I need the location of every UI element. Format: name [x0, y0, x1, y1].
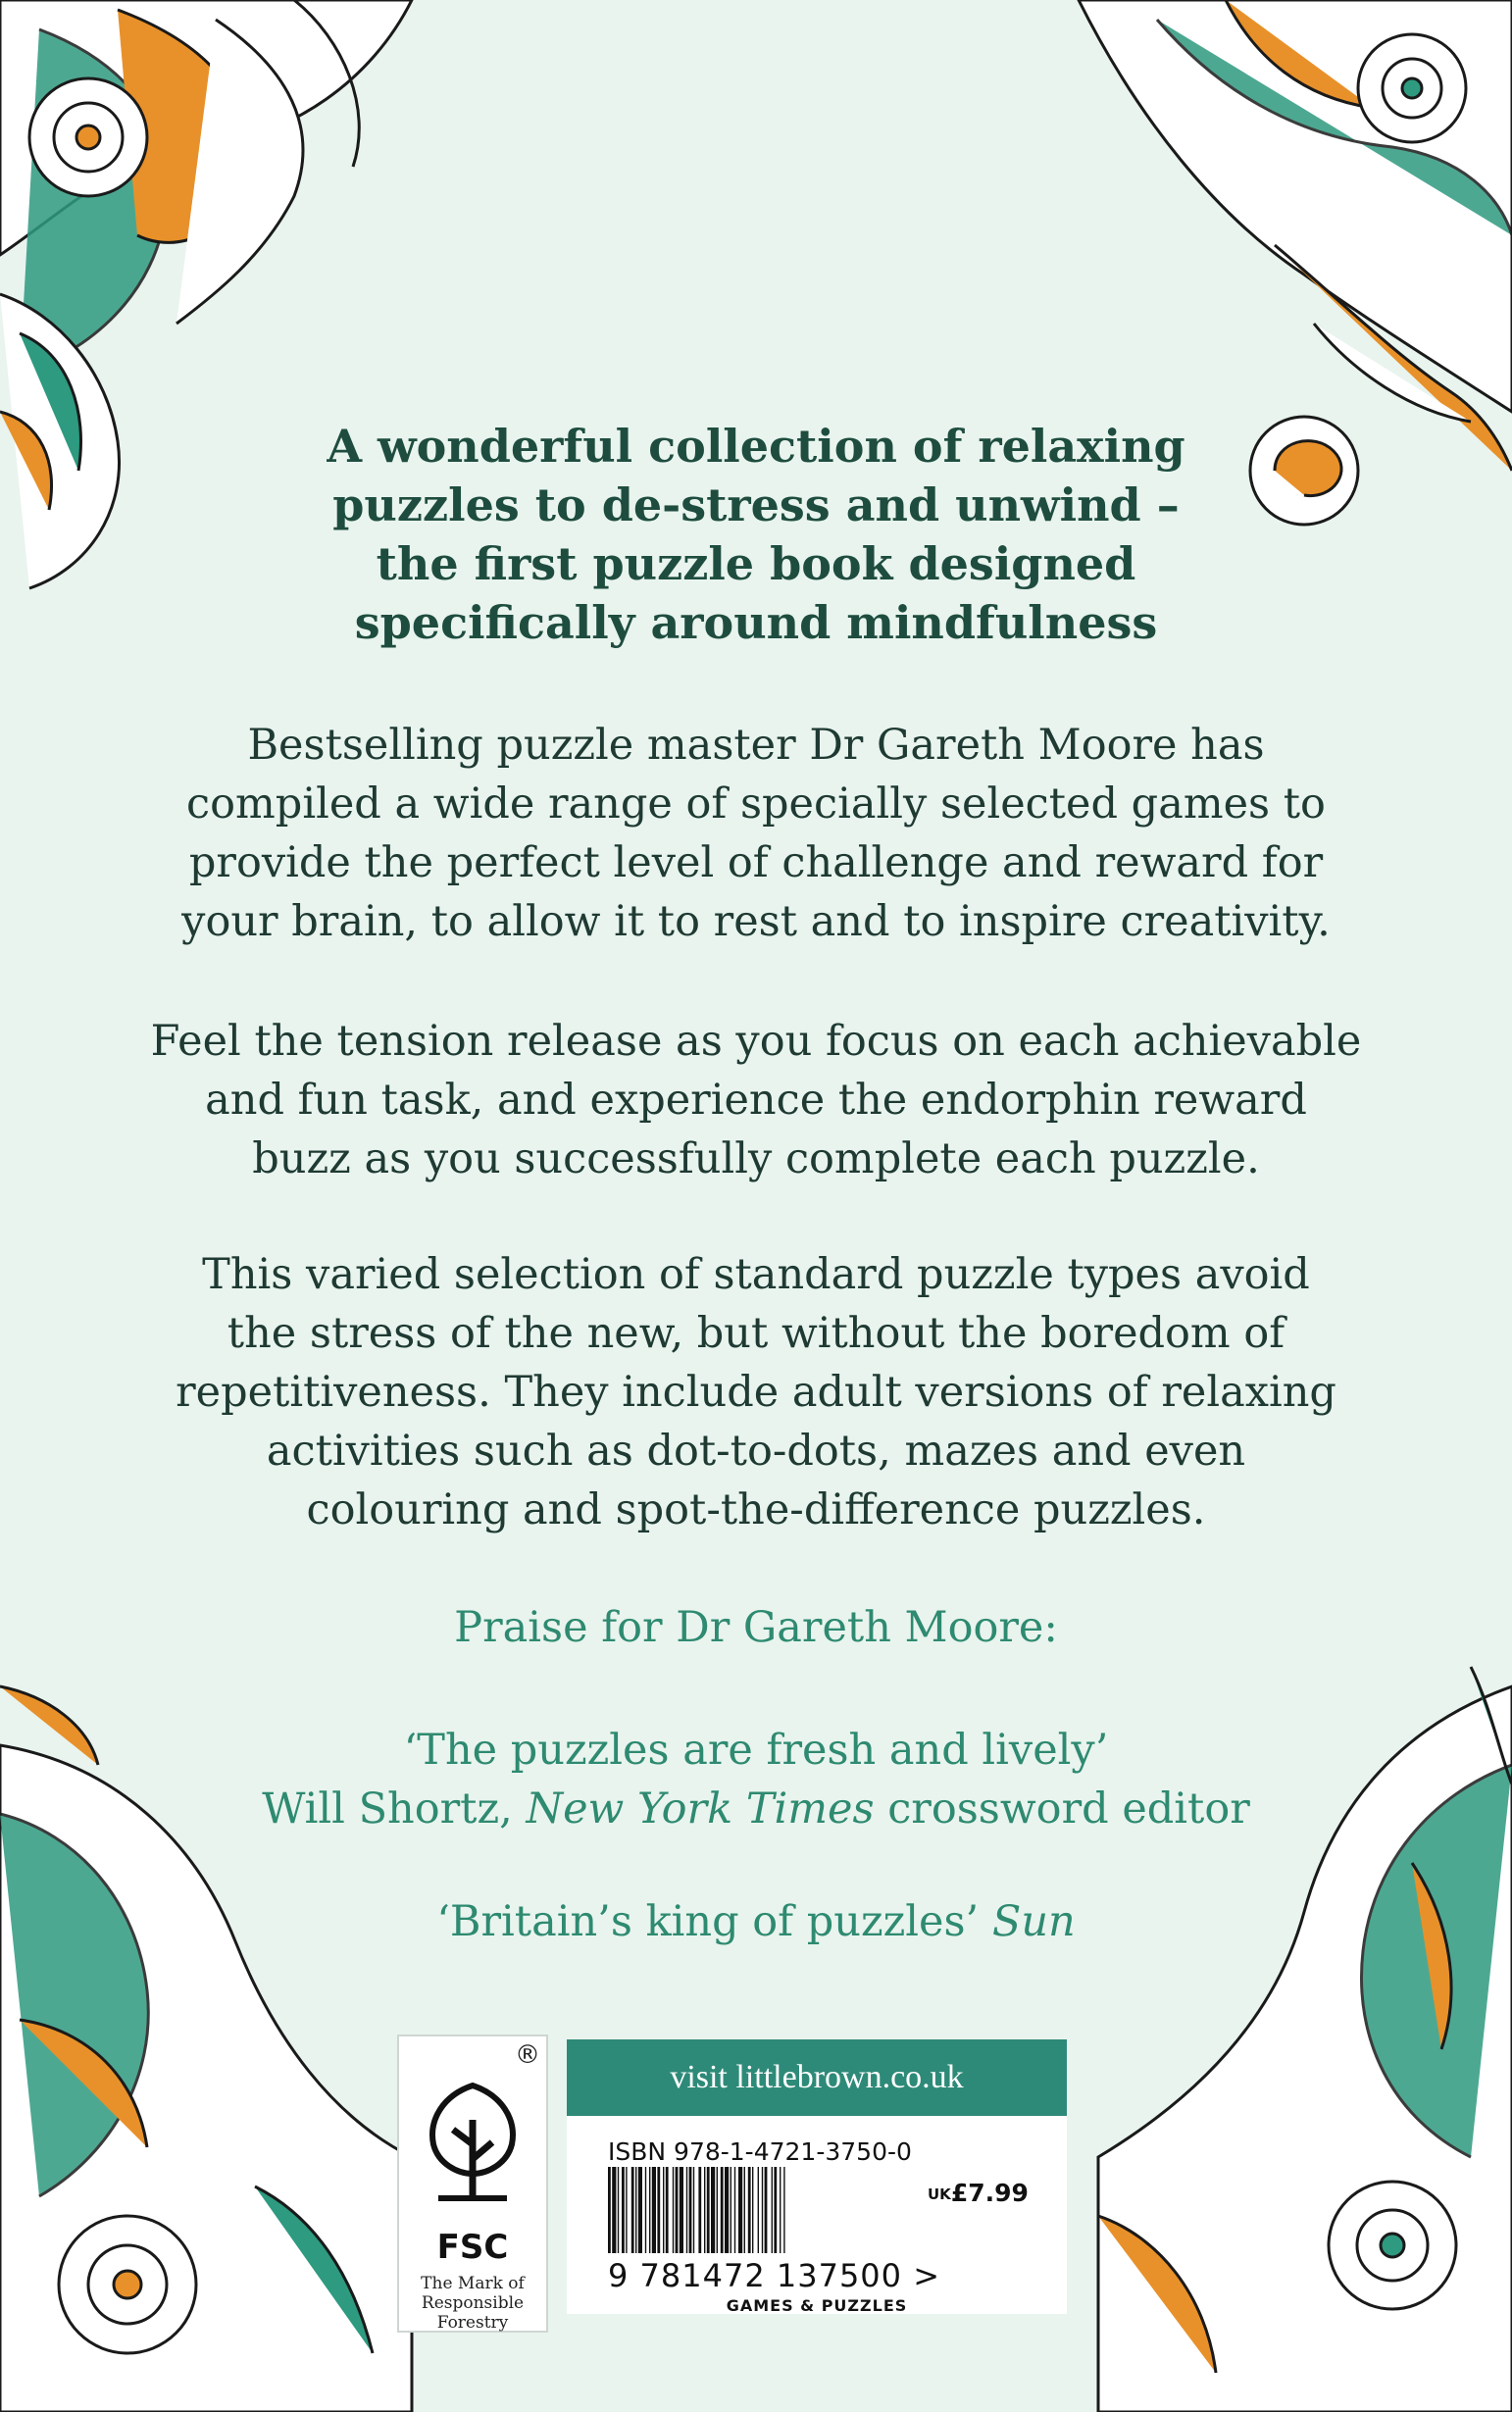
headline — [0, 417, 1512, 652]
fsc-tagline — [399, 2274, 546, 2333]
category-label: GAMES & PUZZLES — [726, 2296, 908, 2315]
barcode-graphic — [608, 2167, 932, 2253]
headline-line: A wonderful collection of relaxing — [327, 420, 1185, 473]
barcode-digits: 9 781472 137500 > — [608, 2257, 940, 2294]
blurb-paragraph-1 — [0, 716, 1512, 951]
barcode-bar — [765, 2167, 768, 2253]
barcode-bar — [721, 2167, 724, 2253]
headline-line: the first puzzle book designed — [376, 537, 1136, 590]
barcode-bar — [717, 2167, 718, 2253]
paragraph-line: compiled a wide range of specially selected games to — [186, 779, 1326, 829]
attribution-publication: New York Times — [526, 1784, 875, 1834]
barcode-bar — [663, 2167, 664, 2253]
paragraph-line: activities such as dot-to-dots, mazes and even — [266, 1427, 1246, 1476]
barcode-bar — [698, 2167, 701, 2253]
barcode-bar — [704, 2167, 705, 2253]
registered-mark: ® — [515, 2040, 540, 2070]
barcode-bar — [622, 2167, 625, 2253]
tagline-line: The Mark of — [421, 2274, 525, 2293]
paragraph-line: This varied selection of standard puzzle types avoid — [202, 1250, 1310, 1299]
praise-quote-1 — [0, 1721, 1512, 1838]
paragraph-line: buzz as you successfully complete each puzzle. — [252, 1134, 1260, 1183]
price-value: £7.99 — [950, 2179, 1029, 2207]
price-region: UK — [928, 2186, 951, 2203]
attribution-name: Will Shortz, — [262, 1784, 527, 1834]
blurb-paragraph-2 — [0, 1012, 1512, 1188]
fsc-tree-icon — [419, 2076, 527, 2203]
paragraph-line: the stress of the new, but without the boredom of — [227, 1309, 1285, 1358]
barcode-bar — [744, 2167, 745, 2253]
paragraph-line: Feel the tension release as you focus on each achievable — [150, 1017, 1362, 1066]
price — [912, 2179, 1029, 2207]
tagline-line: Responsible — [421, 2293, 525, 2313]
barcode-bar — [707, 2167, 710, 2253]
paragraph-line: Bestselling puzzle master Dr Gareth Moore has — [247, 721, 1265, 770]
barcode-bar — [618, 2167, 619, 2253]
visit-website-link[interactable]: visit littlebrown.co.uk — [567, 2039, 1067, 2116]
barcode-bar — [711, 2167, 715, 2253]
barcode-bar — [686, 2167, 687, 2253]
barcode-bar — [645, 2167, 646, 2253]
isbn-number: ISBN 978-1-4721-3750-0 — [608, 2137, 912, 2166]
paragraph-line: and fun task, and experience the endorphin reward — [205, 1076, 1307, 1125]
barcode-bar — [758, 2167, 759, 2253]
barcode-bar — [649, 2167, 650, 2253]
barcode-bar — [635, 2167, 636, 2253]
barcode-bar — [631, 2167, 634, 2253]
barcode-bar — [725, 2167, 729, 2253]
barcode-bar — [652, 2167, 656, 2253]
barcode-bar — [738, 2167, 742, 2253]
barcode-bar — [762, 2167, 763, 2253]
paragraph-line: provide the perfect level of challenge and reward for — [188, 838, 1324, 887]
praise-heading: Praise for Dr Gareth Moore: — [454, 1603, 1058, 1652]
barcode-bar — [752, 2167, 753, 2253]
barcode-bar — [680, 2167, 683, 2253]
barcode-bar — [638, 2167, 642, 2253]
barcode-bar — [608, 2167, 611, 2253]
barcode-bar — [783, 2167, 784, 2253]
paragraph-line: your brain, to allow it to rest and to inspire creativity. — [181, 897, 1331, 946]
barcode-bar — [657, 2167, 660, 2253]
quote-attribution — [0, 1780, 1512, 1838]
barcode-bar — [666, 2167, 669, 2253]
quote-text: ‘Britain’s king of puzzles’ — [436, 1897, 992, 1946]
paragraph-line: colouring and spot-the-difference puzzles. — [306, 1485, 1206, 1534]
barcode-panel — [567, 2039, 1067, 2314]
paragraph-line: repetitiveness. They include adult versions of relaxing — [176, 1368, 1336, 1417]
barcode-bar — [673, 2167, 674, 2253]
fsc-name: FSC — [436, 2228, 509, 2267]
barcode-bar — [780, 2167, 781, 2253]
quote-text: ‘The puzzles are fresh and lively’ — [403, 1726, 1109, 1775]
barcode-bar — [774, 2167, 777, 2253]
barcode-bar — [748, 2167, 751, 2253]
fsc-logo — [397, 2035, 548, 2333]
barcode-bar — [676, 2167, 679, 2253]
barcode-bar — [734, 2167, 735, 2253]
attribution-role: crossword editor — [874, 1784, 1250, 1834]
barcode-bar — [689, 2167, 692, 2253]
praise-quote-2 — [0, 1892, 1512, 1951]
barcode-bar — [612, 2167, 616, 2253]
blurb-paragraph-3 — [0, 1245, 1512, 1539]
barcode-bar — [772, 2167, 773, 2253]
headline-line: puzzles to de-stress and unwind – — [332, 478, 1180, 531]
headline-line: specifically around mindfulness — [354, 596, 1158, 649]
barcode-bar — [693, 2167, 694, 2253]
quote-source: Sun — [991, 1897, 1076, 1946]
quote-line — [0, 1892, 1512, 1951]
tagline-line: Forestry — [436, 2313, 509, 2333]
barcode-bar — [626, 2167, 627, 2253]
